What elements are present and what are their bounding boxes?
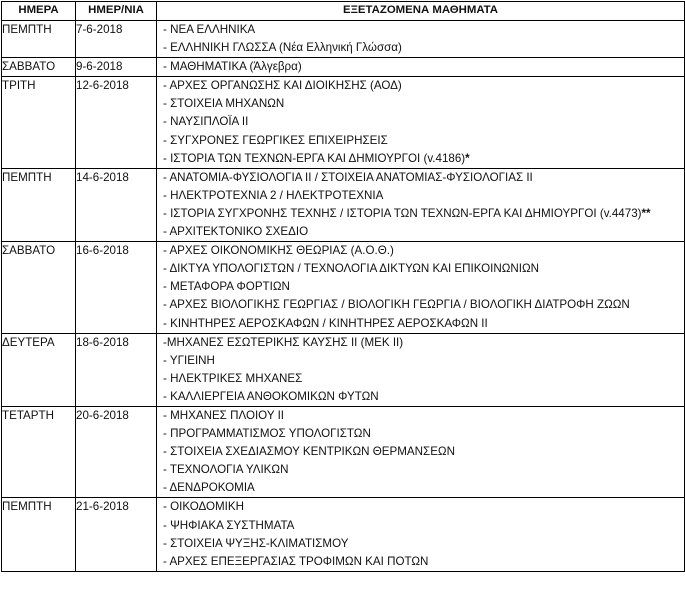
subject-text: - ΑΡΧΙΤΕΚΤΟΝΙΚΟ ΣΧΕΔΙΟ bbox=[163, 225, 309, 239]
subject-item bbox=[157, 479, 684, 497]
subject-item bbox=[157, 278, 684, 296]
subject-item bbox=[157, 553, 684, 571]
subject-text: - ΗΛΕΚΤΡΟΤΕΧΝΙΑ 2 / ΗΛΕΚΤΡΟΤΕΧΝΙΑ bbox=[163, 188, 384, 202]
footnote-marker: * bbox=[465, 151, 470, 165]
exam-subjects-cell bbox=[157, 21, 685, 58]
exam-schedule-table bbox=[1, 1, 685, 572]
subject-text: - ΣΤΟΙΧΕΙΑ ΣΧΕΔΙΑΣΜΟΥ ΚΕΝΤΡΙΚΩΝ ΘΕΡΜΑΝΣΕΩΝ bbox=[163, 445, 455, 459]
subject-item bbox=[157, 425, 684, 443]
subject-item bbox=[157, 95, 684, 113]
table-row bbox=[2, 77, 685, 168]
subject-text: - ΚΙΝΗΤΗΡΕΣ ΑΕΡΟΣΚΑΦΩΝ / ΚΙΝΗΤΗΡΕΣ ΑΕΡΟΣΚΑΦΩΝ ΙΙ bbox=[163, 316, 488, 330]
exam-day-cell: ΣΑΒΒΑΤΟ bbox=[2, 242, 76, 333]
subject-item bbox=[157, 77, 684, 95]
exam-day-cell: ΠΕΜΠΤΗ bbox=[2, 168, 76, 241]
exam-day-cell: ΤΡΙΤΗ bbox=[2, 77, 76, 168]
exam-day-cell: ΤΕΤΑΡΤΗ bbox=[2, 406, 76, 497]
subject-item bbox=[157, 39, 684, 57]
subject-item bbox=[157, 498, 684, 516]
subject-item bbox=[157, 187, 684, 205]
subject-text: - ΚΑΛΛΙΕΡΓΕΙΑ ΑΝΘΟΚΟΜΙΚΩΝ ΦΥΤΩΝ bbox=[163, 389, 379, 403]
exam-subjects-cell bbox=[157, 58, 685, 77]
subject-item bbox=[157, 334, 684, 352]
subject-text: - ΣΤΟΙΧΕΙΑ ΨΥΞΗΣ-ΚΛΙΜΑΤΙΣΜΟΥ bbox=[163, 536, 349, 550]
table-row bbox=[2, 21, 685, 58]
exam-subjects-cell bbox=[157, 242, 685, 333]
subject-item bbox=[157, 407, 684, 425]
column-header-subjects: ΕΞΕΤΑΖΟΜΕΝΑ ΜΑΘΗΜΑΤΑ bbox=[157, 2, 685, 21]
subject-item bbox=[157, 205, 684, 223]
subject-text: - ΔΕΝΔΡΟΚΟΜΙΑ bbox=[163, 481, 255, 495]
footnote-marker: ** bbox=[641, 206, 651, 220]
exam-day-cell: ΠΕΜΠΤΗ bbox=[2, 21, 76, 58]
exam-day-cell: ΠΕΜΠΤΗ bbox=[2, 498, 76, 571]
subject-text: - ΥΓΙΕΙΝΗ bbox=[163, 353, 215, 367]
subject-item bbox=[157, 388, 684, 406]
subject-item bbox=[157, 58, 684, 76]
subject-item bbox=[157, 21, 684, 39]
subject-text: - ΔΙΚΤΥΑ ΥΠΟΛΟΓΙΣΤΩΝ / ΤΕΧΝΟΛΟΓΙΑ ΔΙΚΤΥΩΝ ΚΑΙ ΕΠΙΚΟΙΝΩΝΙΩΝ bbox=[163, 262, 540, 276]
subject-text: - ΟΙΚΟΔΟΜΙΚΗ bbox=[163, 500, 244, 514]
exam-date-cell: 12-6-2018 bbox=[76, 77, 157, 168]
table-row bbox=[2, 406, 685, 497]
subject-item bbox=[157, 296, 684, 314]
table-row bbox=[2, 498, 685, 571]
exam-date-cell: 21-6-2018 bbox=[76, 498, 157, 571]
subject-text: - ΝΕΑ ΕΛΛΗΝΙΚΑ bbox=[163, 23, 256, 36]
subject-text: - ΜΗΧΑΝΕΣ ΠΛΟΙΟΥ ΙΙ bbox=[163, 408, 285, 422]
exam-subjects-cell bbox=[157, 406, 685, 497]
table-header bbox=[2, 2, 685, 21]
subject-text: - ΣΤΟΙΧΕΙΑ ΜΗΧΑΝΩΝ bbox=[163, 97, 285, 111]
exam-day-cell: ΔΕΥΤΕΡΑ bbox=[2, 333, 76, 406]
table-row bbox=[2, 58, 685, 77]
exam-subjects-cell bbox=[157, 168, 685, 241]
exam-date-cell: 20-6-2018 bbox=[76, 406, 157, 497]
column-header-date: ΗΜΕΡ/ΝΙΑ bbox=[76, 2, 157, 21]
subject-item bbox=[157, 223, 684, 241]
subject-item bbox=[157, 132, 684, 150]
subject-item bbox=[157, 535, 684, 553]
subject-text: - ΗΛΕΚΤΡΙΚΕΣ ΜΗΧΑΝΕΣ bbox=[163, 371, 303, 385]
table-row bbox=[2, 333, 685, 406]
subject-item bbox=[157, 113, 684, 131]
table-row bbox=[2, 242, 685, 333]
header-row bbox=[2, 2, 685, 21]
table-body bbox=[2, 21, 685, 572]
subject-text: - ΑΡΧΕΣ ΟΡΓΑΝΩΣΗΣ ΚΑΙ ΔΙΟΙΚΗΣΗΣ (ΑΟΔ) bbox=[163, 79, 402, 93]
exam-date-cell: 9-6-2018 bbox=[76, 58, 157, 77]
subject-text: - ΨΗΦΙΑΚΑ ΣΥΣΤΗΜΑΤΑ bbox=[163, 518, 295, 532]
subject-item bbox=[157, 352, 684, 370]
exam-date-cell: 14-6-2018 bbox=[76, 168, 157, 241]
subject-text: - ΤΕΧΝΟΛΟΓΙΑ ΥΛΙΚΩΝ bbox=[163, 463, 289, 477]
subject-item bbox=[157, 461, 684, 479]
subject-text: - ΕΛΛΗΝΙΚΗ ΓΛΩΣΣΑ (Νέα Ελληνική Γλώσσα) bbox=[163, 41, 402, 55]
subject-item bbox=[157, 517, 684, 535]
exam-date-cell: 18-6-2018 bbox=[76, 333, 157, 406]
exam-date-cell: 16-6-2018 bbox=[76, 242, 157, 333]
subject-text: - ΠΡΟΓΡΑΜΜΑΤΙΣΜΟΣ ΥΠΟΛΟΓΙΣΤΩΝ bbox=[163, 427, 371, 441]
subject-text: - ΝΑΥΣΙΠΛΟΪΑ ΙΙ bbox=[163, 115, 249, 129]
subject-text: - ΙΣΤΟΡΙΑ ΤΩΝ ΤΕΧΝΩΝ-ΕΡΓΑ ΚΑΙ ΔΗΜΙΟΥΡΓΟΙ (v.4186) bbox=[163, 151, 466, 165]
subject-text: - ΜΑΘΗΜΑΤΙΚΑ (Άλγεβρα) bbox=[163, 60, 302, 74]
exam-day-cell: ΣΑΒΒΑΤΟ bbox=[2, 58, 76, 77]
subject-text: - ΑΡΧΕΣ ΒΙΟΛΟΓΙΚΗΣ ΓΕΩΡΓΙΑΣ / ΒΙΟΛΟΓΙΚΗ ΓΕΩΡΓΙΑ / ΒΙΟΛΟΓΙΚΗ ΔΙΑΤΡΟΦΗ ΖΩΩΝ bbox=[163, 298, 630, 312]
subject-item bbox=[157, 150, 684, 168]
exam-date-cell: 7-6-2018 bbox=[76, 21, 157, 58]
subject-item bbox=[157, 260, 684, 278]
exam-subjects-cell bbox=[157, 333, 685, 406]
subject-text: -ΜΗΧΑΝΕΣ ΕΣΩΤΕΡΙΚΗΣ ΚΑΥΣΗΣ ΙΙ (ΜΕΚ ΙΙ) bbox=[163, 335, 404, 349]
subject-text: - ΜΕΤΑΦΟΡΑ ΦΟΡΤΙΩΝ bbox=[163, 280, 290, 294]
exam-subjects-cell bbox=[157, 498, 685, 571]
subject-text: - ΣΥΓΧΡΟΝΕΣ ΓΕΩΡΓΙΚΕΣ ΕΠΙΧΕΙΡΗΣΕΙΣ bbox=[163, 133, 388, 147]
subject-item bbox=[157, 169, 684, 187]
subject-text: - ΑΡΧΕΣ ΟΙΚΟΝΟΜΙΚΗΣ ΘΕΩΡΙΑΣ (Α.Ο.Θ.) bbox=[163, 244, 394, 258]
subject-item bbox=[157, 315, 684, 333]
exam-subjects-cell bbox=[157, 77, 685, 168]
subject-text: - ΙΣΤΟΡΙΑ ΣΥΓΧΡΟΝΗΣ ΤΕΧΝΗΣ / ΙΣΤΟΡΙΑ ΤΩΝ ΤΕΧΝΩΝ-ΕΡΓΑ ΚΑΙ ΔΗΜΙΟΥΡΓΟΙ (v.4473) bbox=[163, 206, 642, 220]
subject-text: - ΑΝΑΤΟΜΙΑ-ΦΥΣΙΟΛΟΓΙΑ ΙΙ / ΣΤΟΙΧΕΙΑ ΑΝΑΤΟΜΙΑΣ-ΦΥΣΙΟΛΟΓΙΑΣ ΙΙ bbox=[163, 170, 533, 184]
subject-text: - ΑΡΧΕΣ ΕΠΕΞΕΡΓΑΣΙΑΣ ΤΡΟΦΙΜΩΝ ΚΑΙ ΠΟΤΩΝ bbox=[163, 554, 429, 568]
table-row bbox=[2, 168, 685, 241]
subject-item bbox=[157, 370, 684, 388]
subject-item bbox=[157, 443, 684, 461]
column-header-day: ΗΜΕΡΑ bbox=[2, 2, 76, 21]
subject-item bbox=[157, 242, 684, 260]
